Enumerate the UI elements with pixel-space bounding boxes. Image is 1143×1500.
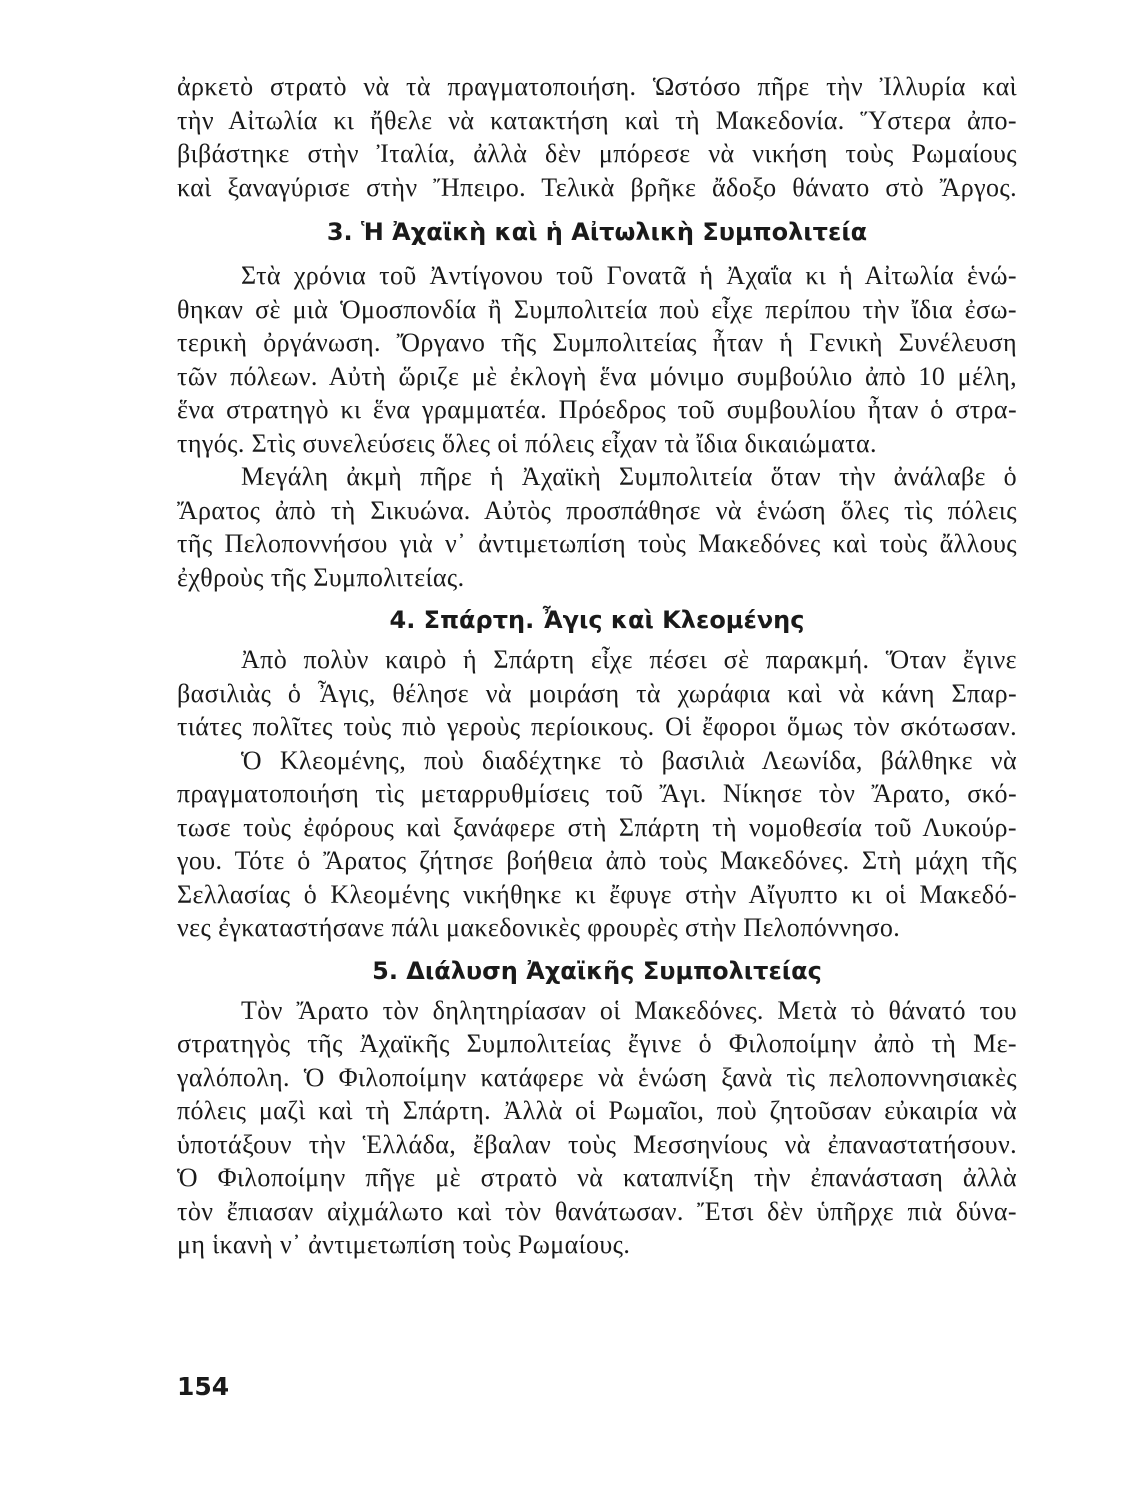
section-3-paragraph-1 [177, 259, 1017, 460]
text-line: τερικὴ ὀργάνωση. Ὄργανο τῆς Συμπολιτείας ἦταν ἡ Γενικὴ Συνέλευση [177, 328, 1017, 357]
text-line: πόλεις μαζὶ καὶ τὴ Σπάρτη. Ἀλλὰ οἱ Ρωμαῖοι, ποὺ ζητοῦσαν εὐκαιρία νὰ [177, 1096, 1017, 1125]
section-3-heading: 3. Ἡ Ἀχαϊκὴ καὶ ἡ Αἰτωλικὴ Συμπολιτεία [326, 218, 868, 246]
text-line: ὑποτάξουν τὴν Ἑλλάδα, ἔβαλαν τοὺς Μεσσηνίους νὰ ἐπαναστατήσουν. [177, 1129, 1017, 1159]
text-line: ἀρκετὸ στρατὸ νὰ τὰ πραγματοποιήση. Ὡστόσο πῆρε τὴν Ἰλλυρία καὶ [177, 72, 1017, 101]
section-3-paragraph-2 [177, 460, 1017, 594]
text-line: θηκαν σὲ μιὰ Ὁμοσπονδία ἢ Συμπολιτεία ποὺ εἶχε περίπου τὴν ἴδια ἐσω- [177, 294, 1017, 324]
page-body [177, 70, 1017, 1262]
text-line: γαλόπολη. Ὁ Φιλοποίμην κατάφερε νὰ ἑνώση ξανὰ τὶς πελοποννησιακὲς [177, 1062, 1017, 1092]
text-line: Σελλασίας ὁ Κλεομένης νικήθηκε κι ἔφυγε στὴν Αἴγυπτο κι οἱ Μακεδό- [177, 879, 1017, 909]
text-line: βιβάστηκε στὴν Ἰταλία, ἀλλὰ δὲν μπόρεσε νὰ νικήση τοὺς Ρωμαίους [177, 139, 1017, 168]
text-line: Ἀπὸ πολὺν καιρὸ ἡ Σπάρτη εἶχε πέσει σὲ παρακμή. Ὅταν ἔγινε [241, 645, 1017, 674]
text-line: Τὸν Ἄρατο τὸν δηλητηρίασαν οἱ Μακεδόνες. Μετὰ τὸ θάνατό του [241, 995, 1017, 1025]
text-line: γου. Τότε ὁ Ἄρατος ζήτησε βοήθεια ἀπὸ τοὺς Μακεδόνες. Στὴ μάχη τῆς [177, 846, 1017, 875]
text-line: ἕνα στρατηγὸ κι ἕνα γραμματέα. Πρόεδρος τοῦ συμβουλίου ἦταν ὁ στρα- [177, 395, 1017, 424]
text-line: τῶν πόλεων. Αὐτὴ ὥριζε μὲ ἐκλογὴ ἕνα μόνιμο συμβούλιο ἀπὸ 10 μέλη, [177, 361, 1017, 391]
text-line: τὴν Αἰτωλία κι ἤθελε νὰ κατακτήση καὶ τὴ Μακεδονία. Ὕστερα ἀπο- [177, 105, 1017, 135]
text-line: Μεγάλη ἀκμὴ πῆρε ἡ Ἀχαϊκὴ Συμπολιτεία ὅταν τὴν ἀνάλαβε ὁ [241, 462, 1017, 491]
section-4-paragraph-1 [177, 643, 1017, 744]
text-line: τὸν ἔπιασαν αἰχμάλωτο καὶ τὸν θανάτωσαν. Ἔτσι δὲν ὑπῆρχε πιὰ δύνα- [177, 1196, 1017, 1226]
text-line: μη ἱκανὴ ν᾽ ἀντιμετωπίση τοὺς Ρωμαίους. [177, 1230, 631, 1259]
text-line: τιάτες πολῖτες τοὺς πιὸ γεροὺς περίοικους. Οἱ ἔφοροι ὅμως τὸν σκότωσαν. [177, 712, 1017, 741]
text-line: Στὰ χρόνια τοῦ Ἀντίγονου τοῦ Γονατᾶ ἡ Ἀχαΐα κι ἡ Αἰτωλία ἑνώ- [241, 261, 1017, 290]
section-5-heading: 5. Διάλυση Ἀχαϊκῆς Συμπολιτείας [372, 956, 822, 985]
page-number: 154 [177, 1372, 230, 1401]
text-line: Ὁ Κλεομένης, ποὺ διαδέχτηκε τὸ βασιλιὰ Λεωνίδα, βάλθηκε νὰ [241, 745, 1017, 775]
text-line: καὶ ξαναγύρισε στὴν Ἤπειρο. Τελικὰ βρῆκε ἄδοξο θάνατο στὸ Ἄργος. [177, 172, 1017, 202]
text-line: τωσε τοὺς ἐφόρους καὶ ξανάφερε στὴ Σπάρτη τὴ νομοθεσία τοῦ Λυκούρ- [177, 812, 1017, 842]
text-line: Ἄρατος ἀπὸ τὴ Σικυώνα. Αὐτὸς προσπάθησε νὰ ἑνώση ὅλες τὶς πόλεις [177, 495, 1017, 525]
text-line: πραγματοποιήση τὶς μεταρρυθμίσεις τοῦ Ἄγι. Νίκησε τὸν Ἄρατο, σκό- [177, 779, 1017, 808]
text-line: τηγός. Στὶς συνελεύσεις ὅλες οἱ πόλεις εἶχαν τὰ ἴδια δικαιώματα. [177, 428, 877, 458]
intro-paragraph [177, 70, 1017, 204]
section-5-paragraph-1 [177, 994, 1017, 1262]
text-line: νες ἐγκαταστήσανε πάλι μακεδονικὲς φρουρὲς στὴν Πελοπόννησο. [177, 913, 901, 942]
section-4-heading: 4. Σπάρτη. Ἆγις καὶ Κλεομένης [389, 606, 805, 634]
text-line: τῆς Πελοποννήσου γιὰ ν᾽ ἀντιμετωπίση τοὺς Μακεδόνες καὶ τοὺς ἄλλους [177, 529, 1017, 558]
section-4-paragraph-2 [177, 744, 1017, 945]
text-line: ἐχθροὺς τῆς Συμπολιτείας. [177, 562, 465, 592]
text-line: στρατηγὸς τῆς Ἀχαϊκῆς Συμπολιτείας ἔγινε ὁ Φιλοποίμην ἀπὸ τὴ Με- [177, 1029, 1017, 1058]
text-line: βασιλιὰς ὁ Ἆγις, θέλησε νὰ μοιράση τὰ χωράφια καὶ νὰ κάνη Σπαρ- [177, 678, 1017, 708]
text-line: Ὁ Φιλοποίμην πῆγε μὲ στρατὸ νὰ καταπνίξη τὴν ἐπανάσταση ἀλλὰ [177, 1163, 1017, 1192]
